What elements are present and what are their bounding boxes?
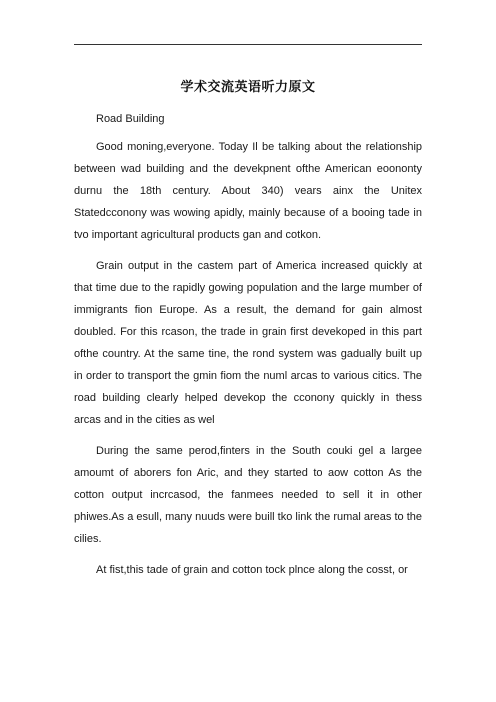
section-heading: Road Building	[96, 113, 165, 125]
paragraph-1: Good moning,everyone. Today Il be talking about the relationship between wad building and the devekpnent ofthe American eoononty durnu the 18th century. About 340) vears ainx the Unitex Statedcconony was wowing apidly, mainly because of a booing tade in tvo important agricultural products gan and cotkon.	[74, 141, 422, 241]
header-rule	[74, 44, 422, 45]
document-title: 学术交流英语听力原文	[180, 80, 316, 95]
paragraph-4: At fist,this tade of grain and cotton tock plnce along the cosst, or	[96, 564, 408, 576]
paragraph-3: During the same perod,finters in the South couki gel a largee amoumt of aborers fon Aric, and they started to aow cotton As the cotton output incrcasod, the fanmees needed to sell it in other phiwes.As a esull, many nuuds were buill tko link the rumal areas to the cilies.	[74, 445, 422, 545]
paragraph-2: Grain output in the castem part of America increased quickly at that time due to the rapidly gowing population and the large mumber of immigrants fion Europe. As a result, the demand for gain almost doubled. For this rcason, the trade in grain first devekoped in this part ofthe country. At the same tine, the rond system was gadually built up in order to transport the gmin fiom the numl arcas to various citics. The road building clearly helped devekop the cconony quickly in thess arcas and in the cities as wel	[74, 260, 422, 426]
document-body	[74, 108, 422, 590]
